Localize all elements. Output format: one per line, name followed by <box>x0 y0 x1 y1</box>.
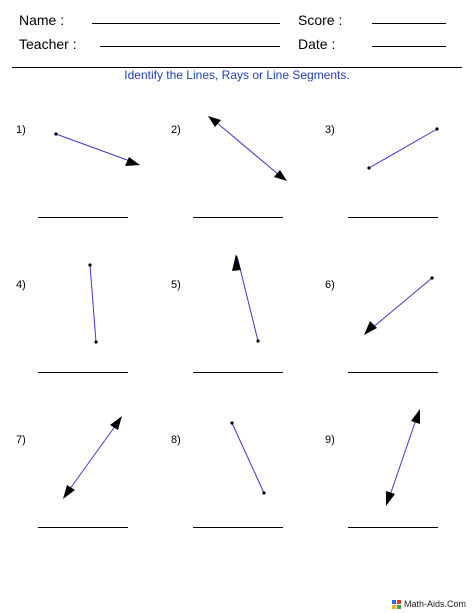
name-label: Name : <box>19 12 65 28</box>
problem-number-2: 2) <box>171 124 181 136</box>
problem-number-1: 1) <box>16 124 26 136</box>
problem-number-5: 5) <box>171 279 181 291</box>
figure-7-line <box>63 416 122 499</box>
figure-2-line <box>208 116 287 181</box>
logo-text: Math-Aids.Com <box>403 599 466 609</box>
figure-8-segment <box>230 421 265 494</box>
figure-4-segment <box>88 263 97 343</box>
figure-6-ray <box>364 276 434 335</box>
figure-9-line <box>386 409 420 506</box>
problem-number-9: 9) <box>325 434 335 446</box>
problem-number-4: 4) <box>16 279 26 291</box>
problem-number-8: 8) <box>171 434 181 446</box>
logo-squares-icon <box>392 600 401 609</box>
problem-number-3: 3) <box>325 124 335 136</box>
figure-3-segment <box>367 127 438 169</box>
instructions-text: Identify the Lines, Rays or Line Segments. <box>124 68 350 82</box>
figure-1-ray <box>54 132 140 166</box>
site-logo <box>392 599 466 609</box>
teacher-label: Teacher : <box>19 36 77 52</box>
problem-number-6: 6) <box>325 279 335 291</box>
figure-5-ray <box>232 254 260 343</box>
score-label: Score : <box>298 12 343 28</box>
problem-number-7: 7) <box>16 434 26 446</box>
date-label: Date : <box>298 36 336 52</box>
